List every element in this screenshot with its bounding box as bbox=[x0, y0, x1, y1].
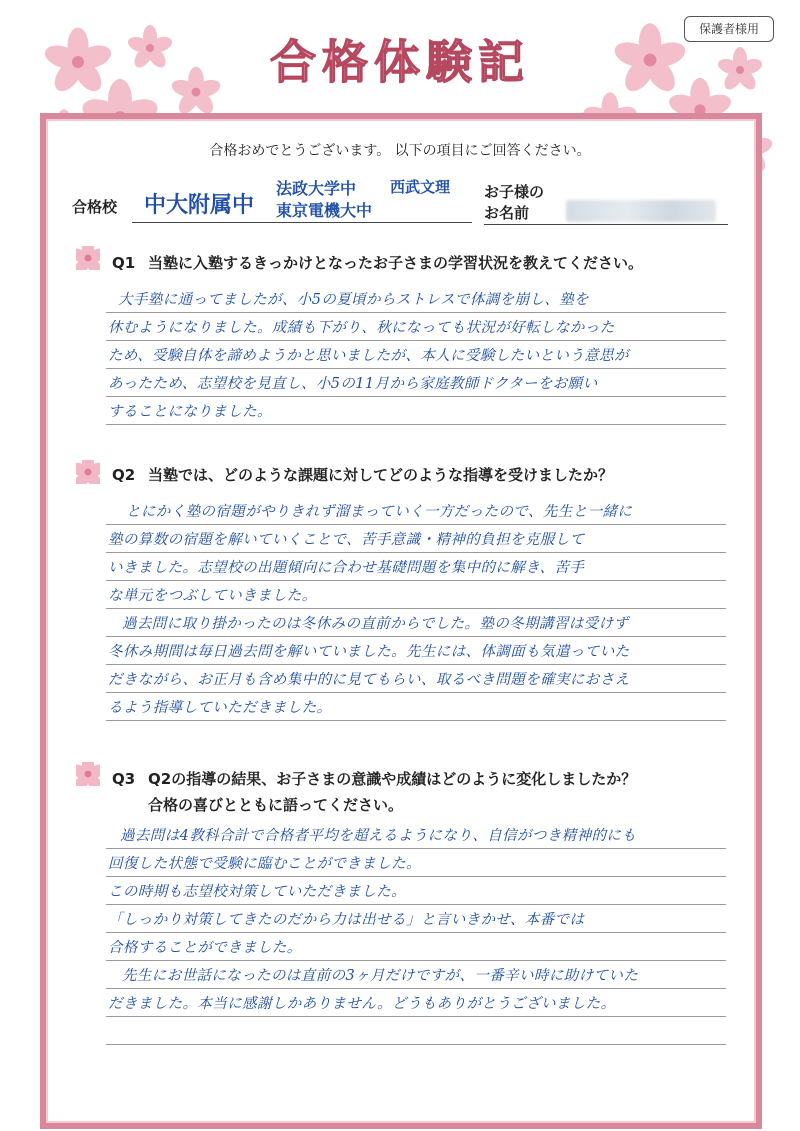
question-number: Q1 bbox=[112, 254, 136, 272]
answer-rule bbox=[106, 608, 726, 609]
question-number: Q3 bbox=[112, 770, 136, 788]
answer-rule bbox=[106, 960, 726, 961]
answer-rule bbox=[106, 580, 726, 581]
answer-rule bbox=[106, 552, 726, 553]
answer-line: 大手塾に通ってましたが、小5の夏頃からストレスで体調を崩し、塾を bbox=[118, 292, 590, 308]
answer-line: この時期も志望校対策していただきました。 bbox=[108, 884, 406, 900]
child-name-label bbox=[484, 182, 544, 224]
answer-line: るよう指導していただきました。 bbox=[108, 700, 332, 716]
answer-rule bbox=[106, 692, 726, 693]
answer-line: 過去問に取り掛かったのは冬休みの直前からでした。塾の冬期講習は受けず bbox=[122, 616, 629, 632]
answer-rule bbox=[106, 340, 726, 341]
answer-line: ため、受験自体を諦めようかと思いましたが、本人に受験したいという意思が bbox=[108, 348, 629, 364]
child-name-underline bbox=[484, 224, 728, 225]
answer-rule bbox=[106, 988, 726, 989]
blossom-icon bbox=[76, 246, 100, 270]
answer-line: 塾の算数の宿題を解いていくことで、苦手意識・精神的負担を克服して bbox=[108, 532, 585, 548]
question-3 bbox=[112, 768, 636, 789]
question-3-line2: 合格の喜びとともに語ってください。 bbox=[148, 796, 404, 814]
question-1 bbox=[112, 252, 643, 273]
answer-rule bbox=[106, 524, 726, 525]
answer-line: 休むようになりました。成績も下がり、秋になっても状況が好転しなかった bbox=[108, 320, 615, 336]
answer-line: 回復した状態で受験に臨むことができました。 bbox=[108, 856, 421, 872]
school-value: 東京電機大中 bbox=[276, 201, 373, 220]
answer-rule bbox=[106, 368, 726, 369]
answer-rule bbox=[106, 848, 726, 849]
answer-line: 冬休み期間は毎日過去問を解いていました。先生には、体調面も気遣っていた bbox=[108, 644, 630, 660]
answer-line: いきました。志望校の出題傾向に合わせ基礎問題を集中的に解き、苦手 bbox=[108, 560, 585, 576]
answer-rule bbox=[106, 312, 726, 313]
school-value: 西武文理 bbox=[390, 178, 451, 196]
intro-text: 合格おめでとうございます。 以下の項目にご回答ください。 bbox=[209, 143, 591, 159]
answer-rule bbox=[106, 876, 726, 877]
blossom-icon bbox=[76, 460, 100, 484]
answer-rule bbox=[106, 1044, 726, 1045]
answer-rule bbox=[106, 636, 726, 637]
blossom-icon bbox=[76, 762, 100, 786]
answer-rule bbox=[106, 664, 726, 665]
answer-line: 合格することができました。 bbox=[108, 940, 302, 956]
school-label: 合格校 bbox=[72, 198, 118, 216]
answer-rule bbox=[106, 720, 726, 721]
answer-line: 「しっかり対策してきたのだから力は出せる」と言いきかせ、本番では bbox=[108, 912, 585, 928]
redacted-name bbox=[566, 200, 716, 222]
question-text: Q2の指導の結果、お子さまの意識や成績はどのように変化しましたか？ bbox=[148, 770, 637, 788]
answer-line: な単元をつぶしていきました。 bbox=[108, 588, 317, 604]
answer-rule bbox=[106, 396, 726, 397]
question-text: 当塾では、どのような課題に対してどのような指導を受けましたか？ bbox=[148, 466, 614, 484]
school-value: 中大附属中 bbox=[144, 192, 255, 218]
question-number: Q2 bbox=[112, 466, 136, 484]
answer-line: だきながら、お正月も含め集中的に見てもらい、取るべき問題を確実におさえ bbox=[108, 672, 630, 688]
answer-line: 過去問は4教科合計で合格者平均を超えるようになり、自信がつき精神的にも bbox=[120, 828, 637, 844]
answer-rule bbox=[106, 904, 726, 905]
guardian-use-badge: 保護者様用 bbox=[684, 16, 774, 42]
answer-line: だきました。本当に感謝しかありません。どうもありがとうございました。 bbox=[108, 996, 616, 1012]
child-name-label-line2: お名前 bbox=[484, 204, 530, 222]
answer-line: することになりました。 bbox=[108, 404, 272, 420]
answer-rule bbox=[106, 1016, 726, 1017]
answer-rule bbox=[106, 932, 726, 933]
child-name-label-line1: お子様の bbox=[484, 183, 545, 201]
answer-line: とにかく塾の宿題がやりきれず溜まっていく一方だったので、先生と一緒に bbox=[126, 504, 633, 520]
page-title: 合格体験記 bbox=[270, 35, 530, 89]
school-underline bbox=[132, 222, 472, 223]
answer-rule bbox=[106, 424, 726, 425]
question-text: 当塾に入塾するきっかけとなったお子さまの学習状況を教えてください。 bbox=[148, 254, 644, 272]
school-value: 法政大学中 bbox=[276, 179, 357, 198]
answer-line: あったため、志望校を見直し、小5の11月から家庭教師ドクターをお願い bbox=[108, 376, 598, 392]
question-2 bbox=[112, 464, 613, 485]
answer-line: 先生にお世話になったのは直前の3ヶ月だけですが、一番辛い時に助けていた bbox=[122, 968, 639, 984]
